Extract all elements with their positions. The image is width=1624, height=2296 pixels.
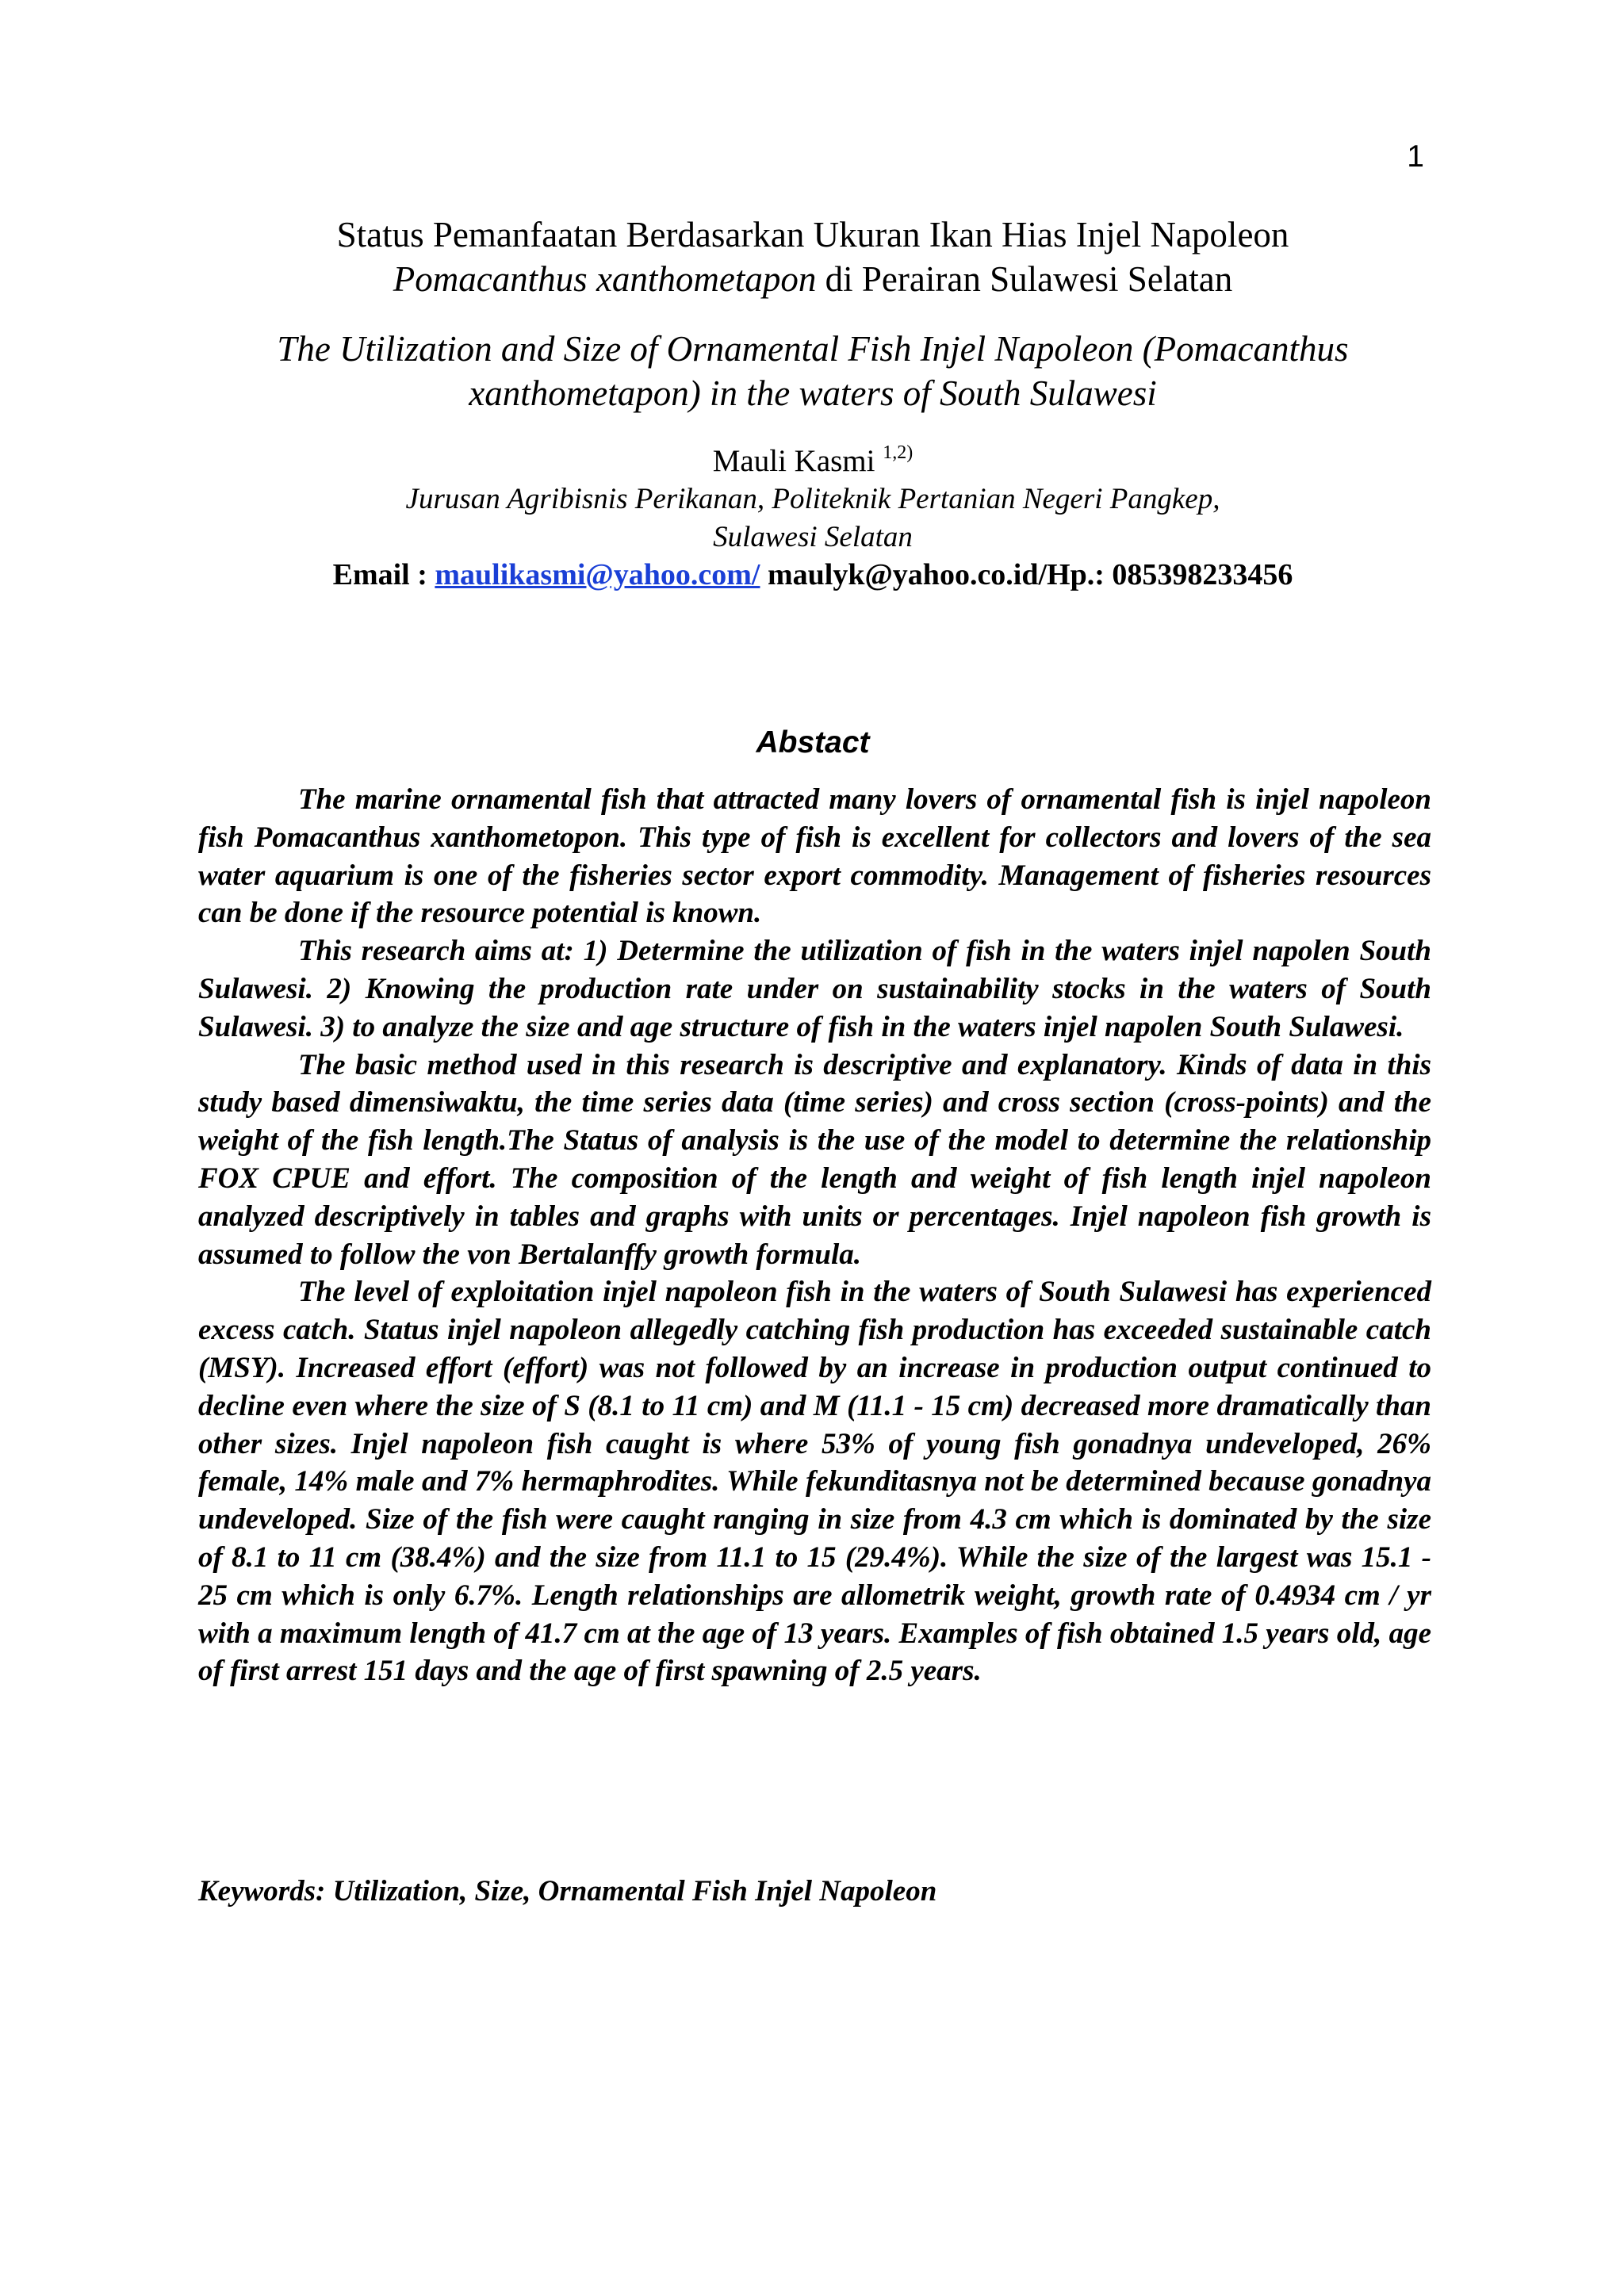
abstract-paragraph-3: The basic method used in this research is descriptive and explanatory. Kinds of data in this study based dimensiwaktu, the time series data (time series) and cross section (cross-points) and the weight of the fish length.The Status of analysis is the use of the model to determine the relationship FOX CPUE and effort. The composition of the length and weight of fish length injel napoleon analyzed descriptively in tables and graphs with units or percentages. Injel napoleon fish growth is assumed to follow the von Bertalanffy growth formula.	[198, 1048, 1431, 1271]
contact-rest: maulyk@yahoo.co.id/Hp.: 085398233456	[760, 558, 1293, 591]
title-indonesian-line-2	[198, 257, 1427, 301]
keywords: Keywords: Utilization, Size, Ornamental Fish Injel Napoleon	[198, 1875, 937, 1908]
page-number: 1	[1407, 140, 1424, 174]
contact-line	[198, 555, 1427, 595]
author-name: Mauli Kasmi	[712, 444, 883, 478]
email-link[interactable]: maulikasmi@yahoo.com/	[435, 558, 760, 591]
title-indonesian	[198, 212, 1427, 301]
title-indonesian-line-1: Status Pemanfaatan Berdasarkan Ukuran Ikan Hias Injel Napoleon	[336, 215, 1289, 254]
title-english	[198, 327, 1427, 415]
title-english-line-2: xanthometapon) in the waters of South Sulawesi	[469, 373, 1157, 413]
species-name: Pomacanthus xanthometapon	[393, 259, 817, 299]
author-affiliation-marker: 1,2)	[883, 442, 914, 463]
title-english-line-1: The Utilization and Size of Ornamental Fish Injel Napoleon (Pomacanthus	[277, 329, 1349, 369]
affiliation	[198, 480, 1427, 557]
abstract-paragraph-1: The marine ornamental fish that attracted many lovers of ornamental fish is injel napoleon fish Pomacanthus xanthometopon. This type of fish is excellent for collectors and lovers of the sea water aquarium is one of the fisheries sector export commodity. Management of fisheries resources can be done if the resource potential is known.	[198, 783, 1431, 930]
abstract-paragraph-4: The level of exploitation injel napoleon fish in the waters of South Sulawesi has experienced excess catch. Status injel napoleon allegedly catching fish production has exceeded sustainable catch (MSY). Increased effort (effort) was not followed by an increase in production output continued to decline even where the size of S (8.1 to 11 cm) and M (11.1 - 15 cm) decreased more dramatically than other sizes. Injel napoleon fish caught is where 53% of young fish gonadnya undeveloped, 26% female, 14% male and 7% hermaphrodites. While fekunditasnya not be determined because gonadnya undeveloped. Size of the fish were caught ranging in size from 4.3 cm which is dominated by the size of 8.1 to 11 cm (38.4%) and the size from 11.1 to 15 (29.4%). While the size of the largest was 15.1 - 25 cm which is only 6.7%. Length relationships are allometrik weight, growth rate of 0.4934 cm / yr with a maximum length of 41.7 cm at the age of 13 years. Examples of fish obtained 1.5 years old, age of first arrest 151 days and the age of first spawning of 2.5 years.	[198, 1276, 1431, 1688]
affiliation-line-2: Sulawesi Selatan	[713, 521, 913, 553]
email-label: Email :	[332, 558, 435, 591]
title-indonesian-line-2-rest: di Perairan Sulawesi Selatan	[816, 259, 1233, 299]
abstract-paragraph-2: This research aims at: 1) Determine the utilization of fish in the waters injel napolen South Sulawesi. 2) Knowing the production rate under on sustainability stocks in the waters of South Sulawesi. 3) to analyze the size and age structure of fish in the waters injel napolen South Sulawesi.	[198, 935, 1431, 1043]
abstract-heading: Abstact	[756, 725, 870, 760]
affiliation-line-1: Jurusan Agribisnis Perikanan, Politeknik Pertanian Negeri Pangkep,	[405, 483, 1220, 515]
author	[198, 442, 1427, 480]
abstract-body	[198, 781, 1431, 1690]
